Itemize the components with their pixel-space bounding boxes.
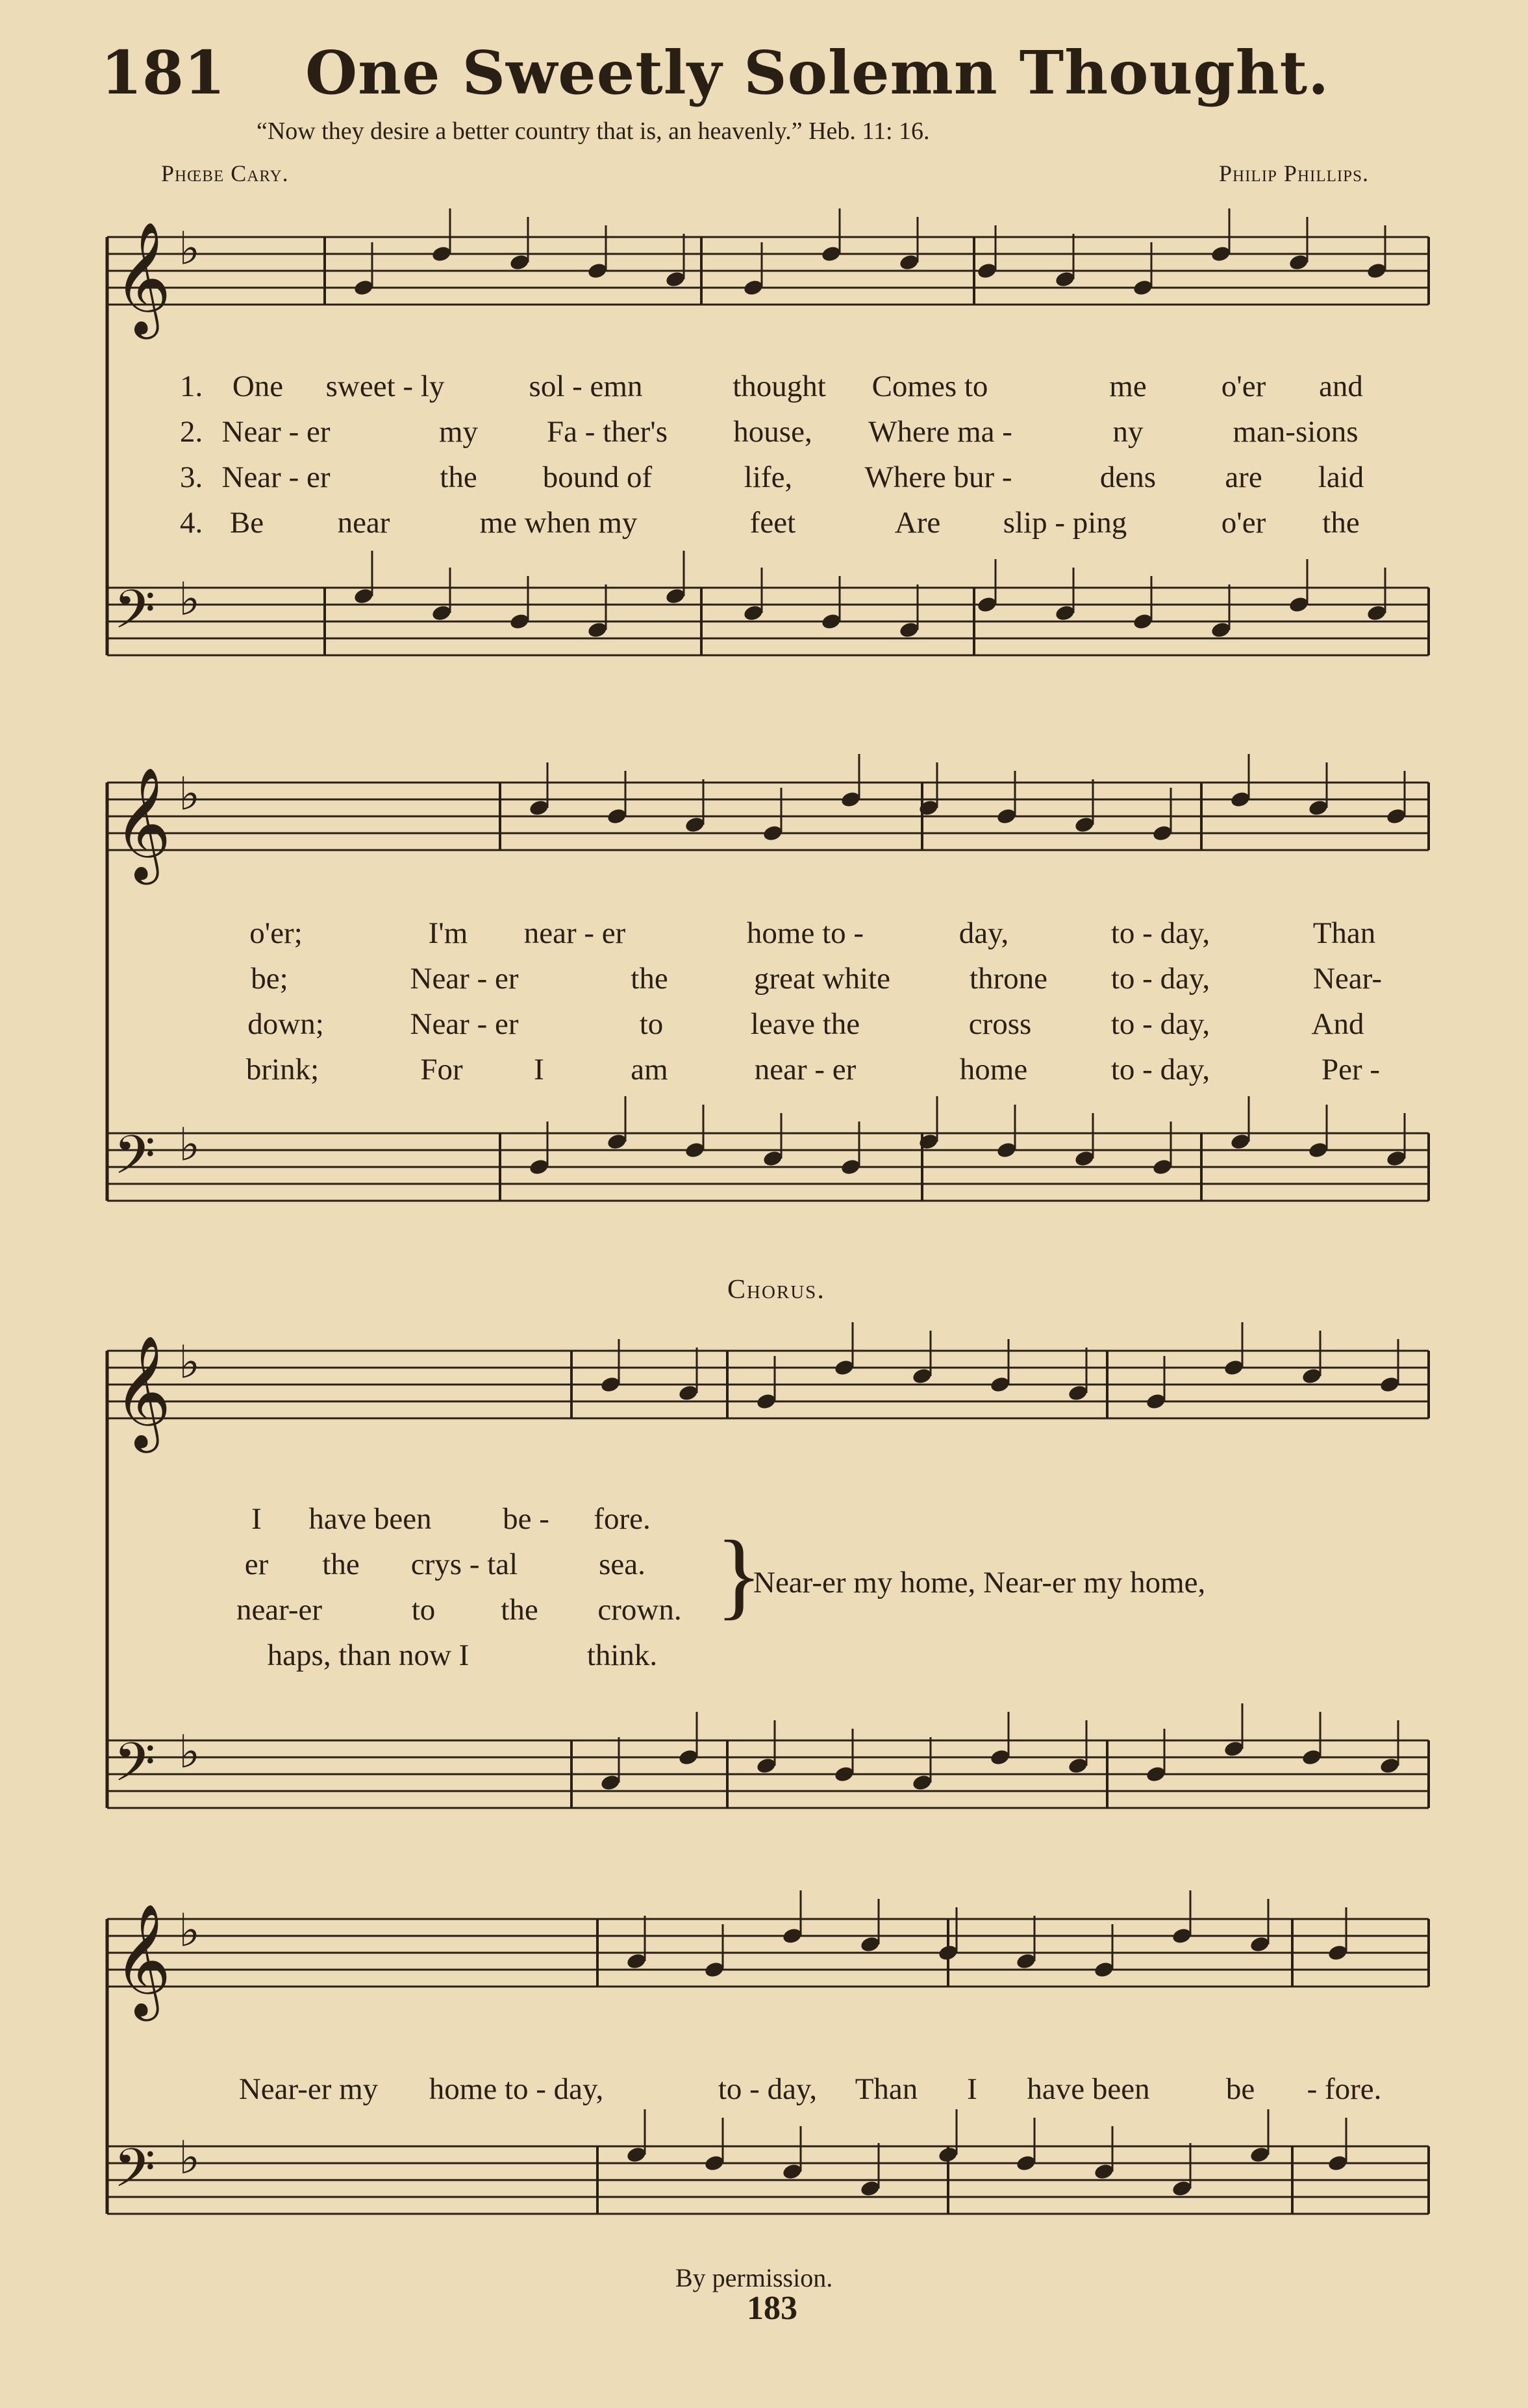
flat-key-signature: ♭ — [179, 2131, 201, 2185]
lyric-syllable: the — [631, 962, 668, 996]
lyric-syllable: And — [1311, 1007, 1364, 1041]
lyric-syllable: dens — [1099, 460, 1157, 494]
lyric-syllable: Than — [1312, 916, 1376, 950]
permission-note: By permission. — [675, 2263, 833, 2292]
lyric-syllable: o'er — [1221, 506, 1266, 540]
lyric-syllable: to - day, — [718, 2072, 818, 2106]
lyric-syllable: near-er — [236, 1593, 323, 1627]
lyric-syllable: feet — [749, 506, 796, 540]
lyric-syllable: am — [631, 1053, 668, 1086]
verse-number: 1. — [180, 370, 203, 403]
lyric-syllable: near - er — [523, 916, 626, 950]
flat-key-signature: ♭ — [179, 572, 201, 626]
lyric-syllable: Are — [894, 506, 941, 540]
lyric-syllable: One — [232, 370, 284, 403]
lyric-syllable: Near - er — [221, 415, 331, 449]
lyric-syllable: er — [244, 1548, 269, 1581]
bass-clef: 𝄢 — [114, 2137, 156, 2213]
lyric-syllable: be; — [251, 962, 288, 996]
treble-clef: 𝄞 — [114, 1335, 171, 1448]
lyric-syllable: sol - emn — [529, 370, 643, 403]
lyric-syllable: house, — [733, 415, 812, 449]
lyric-syllable: the — [322, 1548, 360, 1581]
lyric-syllable: my — [438, 415, 479, 449]
lyric-syllable: to - day, — [1110, 916, 1210, 950]
verse-brace: } — [716, 1521, 762, 1629]
lyric-syllable: think. — [586, 1638, 658, 1672]
lyric-syllable: bound of — [542, 460, 653, 494]
lyric-syllable: laid — [1318, 460, 1364, 494]
lyric-syllable: Comes to — [871, 370, 988, 403]
lyric-syllable: crys - tal — [410, 1548, 518, 1581]
lyric-syllable: Fa - ther's — [547, 415, 668, 449]
lyric-syllable: I — [534, 1053, 544, 1086]
lyric-syllable: the — [1322, 506, 1360, 540]
lyric-syllable: life, — [744, 460, 793, 494]
lyric-syllable: Near - er — [410, 1007, 519, 1041]
lyric-syllable: Per - — [1321, 1053, 1381, 1086]
lyric-syllable: the — [440, 460, 477, 494]
lyric-syllable: home — [959, 1053, 1028, 1086]
lyric-syllable: haps, than now I — [267, 1638, 470, 1672]
flat-key-signature: ♭ — [179, 767, 201, 821]
lyricist-credit: Phœbe Cary. — [161, 160, 289, 186]
lyric-syllable: o'er — [1221, 370, 1266, 403]
verse-number: 4. — [180, 506, 203, 540]
flat-key-signature: ♭ — [179, 221, 201, 275]
lyric-syllable: to - day, — [1110, 1007, 1210, 1041]
lyric-syllable: - fore. — [1307, 2072, 1382, 2106]
lyric-syllable: I'm — [428, 916, 468, 950]
lyric-syllable: slip - ping — [1003, 506, 1127, 540]
lyric-syllable: home to - — [746, 916, 864, 950]
verse-number: 2. — [180, 415, 203, 449]
lyric-syllable: Near- — [1312, 962, 1383, 996]
chorus-refrain: Near-er my home, Near-er my home, — [753, 1566, 1206, 1599]
treble-clef: 𝄞 — [114, 767, 171, 880]
bass-clef: 𝄢 — [114, 1123, 156, 1199]
treble-clef: 𝄞 — [114, 221, 171, 334]
lyric-syllable: throne — [969, 962, 1048, 996]
lyric-syllable: near — [337, 506, 390, 540]
lyric-syllable: near - er — [754, 1053, 857, 1086]
flat-key-signature: ♭ — [179, 1725, 201, 1779]
verse-number: 3. — [180, 460, 203, 494]
scripture-epigraph: “Now they desire a better country that is, an heavenly.” Heb. 11: 16. — [257, 118, 930, 145]
treble-clef: 𝄞 — [114, 1903, 171, 2016]
lyric-syllable: sea. — [599, 1548, 645, 1581]
lyric-syllable: o'er; — [249, 916, 303, 950]
lyric-syllable: to — [411, 1593, 436, 1627]
lyric-syllable: day, — [958, 916, 1009, 950]
composer-credit: Philip Phillips. — [1219, 160, 1369, 186]
lyric-syllable: be — [1225, 2072, 1255, 2106]
lyric-syllable: the — [501, 1593, 538, 1627]
flat-key-signature: ♭ — [179, 1118, 201, 1172]
lyric-syllable: leave the — [750, 1007, 860, 1041]
lyric-syllable: fore. — [594, 1502, 651, 1536]
lyric-syllable: cross — [968, 1007, 1032, 1041]
flat-key-signature: ♭ — [179, 1335, 201, 1389]
lyric-syllable: Where ma - — [868, 415, 1012, 449]
lyric-syllable: ny — [1112, 415, 1144, 449]
lyric-syllable: Near-er my — [238, 2072, 379, 2106]
lyric-syllable: man-sions — [1233, 415, 1359, 449]
page-number: 183 — [747, 2290, 797, 2327]
lyric-syllable: brink; — [245, 1053, 319, 1086]
lyric-syllable: Near - er — [221, 460, 331, 494]
lyric-syllable: to — [639, 1007, 664, 1041]
lyric-syllable: For — [420, 1053, 463, 1086]
lyric-syllable: great white — [753, 962, 891, 996]
lyric-syllable: crown. — [597, 1593, 682, 1627]
lyric-syllable: down; — [247, 1007, 324, 1041]
chorus-label: Chorus. — [727, 1275, 825, 1305]
lyric-syllable: thought — [733, 370, 826, 403]
hymn-title: One Sweetly Solemn Thought. — [305, 38, 1330, 108]
lyric-syllable: have been — [1027, 2072, 1150, 2106]
lyric-syllable: to - day, — [1110, 1053, 1210, 1086]
lyric-syllable: are — [1225, 460, 1262, 494]
lyric-syllable: me when my — [479, 506, 638, 540]
lyric-syllable: have been — [308, 1502, 432, 1536]
bass-clef: 𝄢 — [114, 578, 156, 654]
flat-key-signature: ♭ — [179, 1903, 201, 1957]
lyric-syllable: I — [251, 1502, 262, 1536]
lyric-syllable: sweet - ly — [325, 370, 445, 403]
lyric-syllable: Be — [229, 506, 264, 540]
lyric-syllable: and — [1319, 370, 1363, 403]
lyric-syllable: home to - day, — [429, 2072, 604, 2106]
lyric-syllable: Where bur - — [864, 460, 1012, 494]
lyric-syllable: I — [967, 2072, 977, 2106]
lyric-syllable: be - — [503, 1502, 549, 1536]
lyric-syllable: me — [1109, 370, 1147, 403]
lyric-syllable: Near - er — [410, 962, 519, 996]
hymn-number: 181 — [101, 38, 226, 108]
lyric-syllable: Than — [855, 2072, 918, 2106]
lyric-syllable: to - day, — [1110, 962, 1210, 996]
bass-clef: 𝄢 — [114, 1731, 156, 1807]
